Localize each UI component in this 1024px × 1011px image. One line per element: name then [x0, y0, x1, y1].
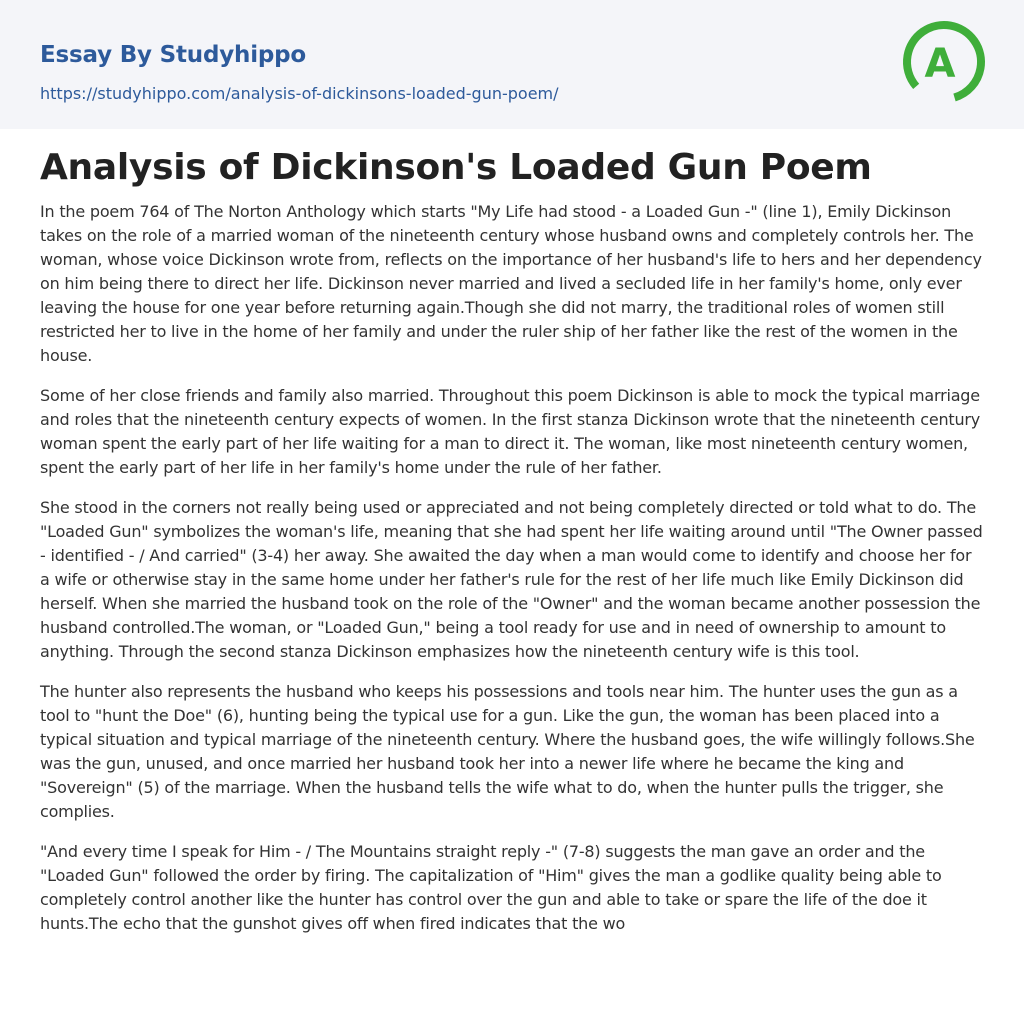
article	[40, 146, 984, 952]
site-header	[0, 0, 1024, 129]
article-title: Analysis of Dickinson's Loaded Gun Poem	[40, 147, 872, 188]
paragraph: The hunter also represents the husband who keeps his possessions and tools near him. The hunter uses the gun as a tool to "hunt the Doe" (6), hunting being the typical use for a gun. Like the gun, the woman has been placed into a typical situation and typical marriage of the nineteenth century. Where the husband goes, the wife willingly follows.She was the gun, unused, and once married her husband took her into a newer life where he became the king and "Sovereign" (5) of the marriage. When the husband tells the wife what to do, when the hunter pulls the trigger, she complies.	[40, 682, 975, 821]
paragraph: In the poem 764 of The Norton Anthology which starts "My Life had stood - a Loaded Gun -" (line 1), Emily Dickinson takes on the role of a married woman of the nineteenth century whose husband owns and completely controls her. The woman, whose voice Dickinson wrote from, reflects on the importance of her husband's life to hers and her dependency on him being there to direct her life. Dickinson never married and lived a secluded life in her family's home, only ever leaving the house for one year before returning again.Though she did not marry, the traditional roles of women still restricted her to live in the home of her family and under the ruler ship of her father like the rest of the women in the house.	[40, 202, 982, 365]
logo-letter: A	[924, 41, 956, 87]
site-title: Essay By Studyhippo	[40, 42, 307, 68]
paragraph: Some of her close friends and family also married. Throughout this poem Dickinson is able to mock the typical marriage and roles that the nineteenth century expects of women. In the first stanza Dickinson wrote that the nineteenth century woman spent the early part of her life waiting for a man to direct it. The woman, like most nineteenth century women, spent the early part of her life in her family's home under the rule of her father.	[40, 386, 981, 477]
source-url-link[interactable]: https://studyhippo.com/analysis-of-dickinsons-loaded-gun-poem/	[40, 84, 559, 103]
studyhippo-logo-icon[interactable]	[902, 20, 986, 104]
paragraph: She stood in the corners not really being used or appreciated and not being completely directed or told what to do. The "Loaded Gun" symbolizes the woman's life, meaning that she had spent her life waiting around until "The Owner passed - identified - / And carried" (3-4) her away. She awaited the day when a man would come to identify and choose her for a wife or otherwise stay in the same home under her father's rule for the rest of her life much like Emily Dickinson did herself. When she married the husband took on the role of the "Owner" and the woman became another possession the husband controlled.The woman, or "Loaded Gun," being a tool ready for use and in need of ownership to amount to anything. Through the second stanza Dickinson emphasizes how the nineteenth century wife is this tool.	[40, 498, 983, 661]
paragraph: "And every time I speak for Him - / The Mountains straight reply -" (7-8) suggests the man gave an order and the "Loaded Gun" followed the order by firing. The capitalization of "Him" gives the man a godlike quality being able to completely control another like the hunter has control over the gun and able to take or spare the life of the doe it hunts.The echo that the gunshot gives off when fired indicates that the wo	[40, 842, 942, 933]
